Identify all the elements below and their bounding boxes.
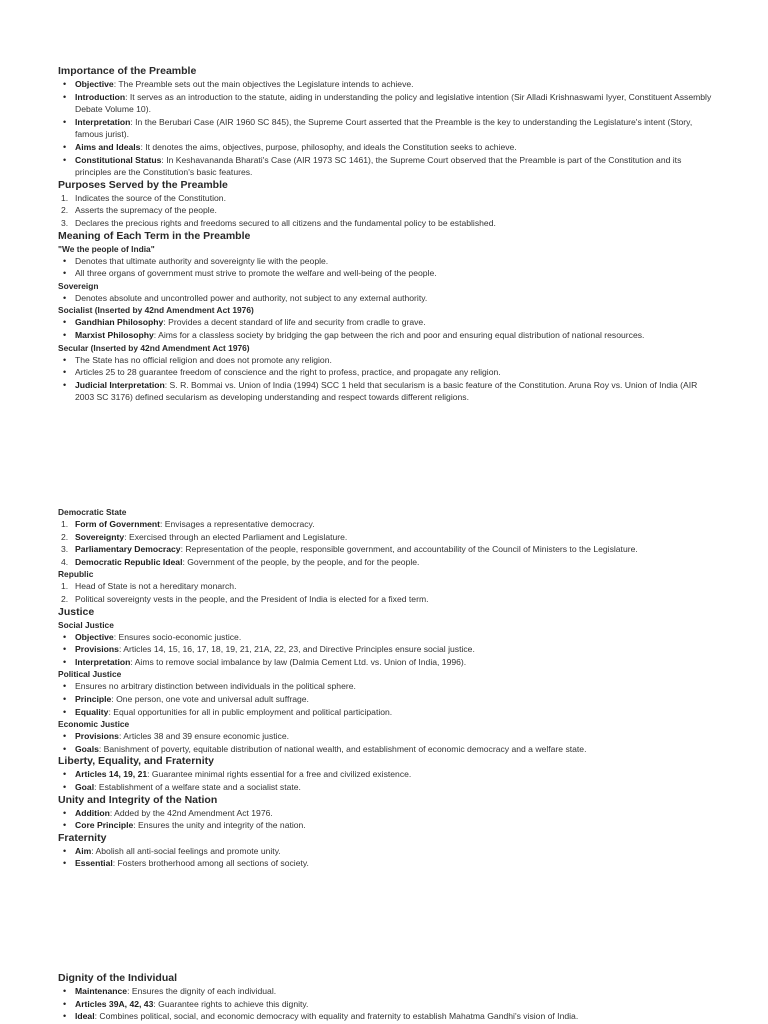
list-item: • Goals: Banishment of poverty, equitable distribution of national wealth, and establishment of economic democracy and a welfare state. [58, 743, 713, 756]
list-item: • Provisions: Articles 38 and 39 ensure economic justice. [58, 730, 713, 743]
list-item: • Provisions: Articles 14, 15, 16, 17, 18, 19, 21, 21A, 22, 23, and Directive Principles ensure social justice. [58, 643, 713, 656]
republic-list [58, 580, 713, 605]
list-item: Political sovereignty vests in the people, and the President of India is elected for a fixed term. [75, 593, 429, 604]
list-item: • Gandhian Philosophy: Provides a decent standard of life and security from cradle to grave. [58, 316, 713, 329]
unity-list [58, 807, 713, 832]
list-item: • Objective: The Preamble sets out the main objectives the Legislature intends to achieve. [58, 78, 713, 91]
list-item: • Interpretation: In the Berubari Case (AIR 1960 SC 845), the Supreme Court asserted that the Preamble is the key to understanding the Legislature's intent (Story, famous jurist). [58, 116, 713, 141]
document-section-dignity [58, 972, 713, 1023]
subheading-social-justice: Social Justice [58, 619, 114, 630]
list-item: • All three organs of government must strive to promote the welfare and well-being of the people. [58, 267, 713, 280]
list-item: • Denotes absolute and uncontrolled power and authority, not subject to any external authority. [58, 292, 713, 305]
socialist-list [58, 316, 713, 341]
list-item: • Core Principle: Ensures the unity and integrity of the nation. [58, 819, 713, 832]
liberty-list [58, 768, 713, 793]
subheading-economic-justice: Economic Justice [58, 719, 130, 730]
subheading-we-people: "We the people of India" [58, 243, 155, 254]
list-item: Head of State is not a hereditary monarch. [75, 581, 237, 592]
subheading-political-justice: Political Justice [58, 669, 122, 680]
economic-justice-list [58, 730, 713, 755]
subheading-secular: Secular (Inserted by 42nd Amendment Act 1976) [58, 342, 250, 353]
list-item: • Maintenance: Ensures the dignity of each individual. [58, 985, 713, 998]
list-item: • Equality: Equal opportunities for all in public employment and political participation. [58, 706, 713, 719]
list-item: Sovereignty: Exercised through an elected Parliament and Legislature. [75, 531, 348, 542]
document-section-democratic [58, 506, 713, 870]
heading-fraternity: Fraternity [58, 831, 107, 844]
democratic-list [58, 518, 713, 568]
we-people-list [58, 255, 713, 280]
heading-justice: Justice [58, 605, 95, 618]
heading-liberty: Liberty, Equality, and Fraternity [58, 755, 214, 768]
heading-meaning: Meaning of Each Term in the Preamble [58, 229, 251, 242]
list-item: • Judicial Interpretation: S. R. Bommai vs. Union of India (1994) SCC 1 held that secularism is a basic feature of the Constitution. Aruna Roy vs. Union of India (AIR 2003 SC 3176) defined secularism as developing understanding and respect towards different religions. [58, 379, 713, 404]
list-item: • Articles 39A, 42, 43: Guarantee rights to achieve this dignity. [58, 998, 713, 1011]
social-justice-list [58, 631, 713, 669]
dignity-list [58, 985, 713, 1023]
list-item: • Introduction: It serves as an introduction to the statute, aiding in understanding the policy and legislative intention (Sir Alladi Krishnaswami Iyyer, Constituent Assembly Debate Volume 10). [58, 91, 713, 116]
heading-importance: Importance of the Preamble [58, 65, 197, 77]
list-item: • Objective: Ensures socio-economic justice. [58, 631, 713, 644]
list-item: • Aims and Ideals: It denotes the aims, objectives, purpose, philosophy, and ideals the Constitution seeks to achieve. [58, 141, 713, 154]
list-item: • Aim: Abolish all anti-social feelings and promote unity. [58, 845, 713, 858]
sovereign-list [58, 292, 713, 305]
document-section-preamble [58, 65, 713, 404]
list-item: Democratic Republic Ideal: Government of the people, by the people, and for the people. [75, 556, 420, 567]
subheading-democratic: Democratic State [58, 507, 127, 517]
secular-list [58, 354, 713, 404]
list-item: • Goal: Establishment of a welfare state and a socialist state. [58, 781, 713, 794]
list-item: • Constitutional Status: In Keshavananda Bharati's Case (AIR 1973 SC 1461), the Supreme Court observed that the Preamble is part of the Constitution and its principles are the Constitution's basic features. [58, 154, 713, 179]
list-item: • The State has no official religion and does not promote any religion. [58, 354, 713, 367]
list-item: • Addition: Added by the 42nd Amendment Act 1976. [58, 807, 713, 820]
list-item: • Marxist Philosophy: Aims for a classless society by bridging the gap between the rich and poor and ensuring equal distribution of national resources. [58, 329, 713, 342]
importance-list [58, 78, 713, 179]
list-item: Form of Government: Envisages a representative democracy. [75, 519, 315, 529]
list-item: • Principle: One person, one vote and universal adult suffrage. [58, 693, 713, 706]
list-item: • Articles 14, 19, 21: Guarantee minimal rights essential for a free and civilized existence. [58, 768, 713, 781]
subheading-sovereign: Sovereign [58, 280, 99, 291]
list-item: Parliamentary Democracy: Representation of the people, responsible government, and accountability of the Council of Ministers to the Legislature. [75, 544, 638, 555]
heading-dignity: Dignity of the Individual [58, 972, 177, 984]
list-item: • Articles 25 to 28 guarantee freedom of conscience and the right to profess, practice, and propagate any religion. [58, 366, 713, 379]
purposes-list [58, 192, 713, 230]
list-item: Indicates the source of the Constitution. [75, 192, 226, 203]
heading-unity: Unity and Integrity of the Nation [58, 793, 218, 806]
list-item: • Ideal: Combines political, social, and economic democracy with equality and fraternity to establish Mahatma Gandhi's vision of India. [58, 1010, 713, 1023]
list-item: • Interpretation: Aims to remove social imbalance by law (Dalmia Cement Ltd. vs. Union of India, 1996). [58, 656, 713, 669]
subheading-republic: Republic [58, 569, 94, 580]
fraternity-list [58, 845, 713, 870]
subheading-socialist: Socialist (Inserted by 42nd Amendment Act 1976) [58, 305, 254, 316]
list-item: Asserts the supremacy of the people. [75, 205, 217, 216]
list-item: • Denotes that ultimate authority and sovereignty lie with the people. [58, 255, 713, 268]
list-item: • Ensures no arbitrary distinction between individuals in the political sphere. [58, 680, 713, 693]
heading-purposes: Purposes Served by the Preamble [58, 178, 228, 191]
list-item: • Essential: Fosters brotherhood among all sections of society. [58, 857, 713, 870]
political-justice-list [58, 680, 713, 718]
list-item: Declares the precious rights and freedoms secured to all citizens and the fundamental policy to be established. [75, 217, 496, 228]
